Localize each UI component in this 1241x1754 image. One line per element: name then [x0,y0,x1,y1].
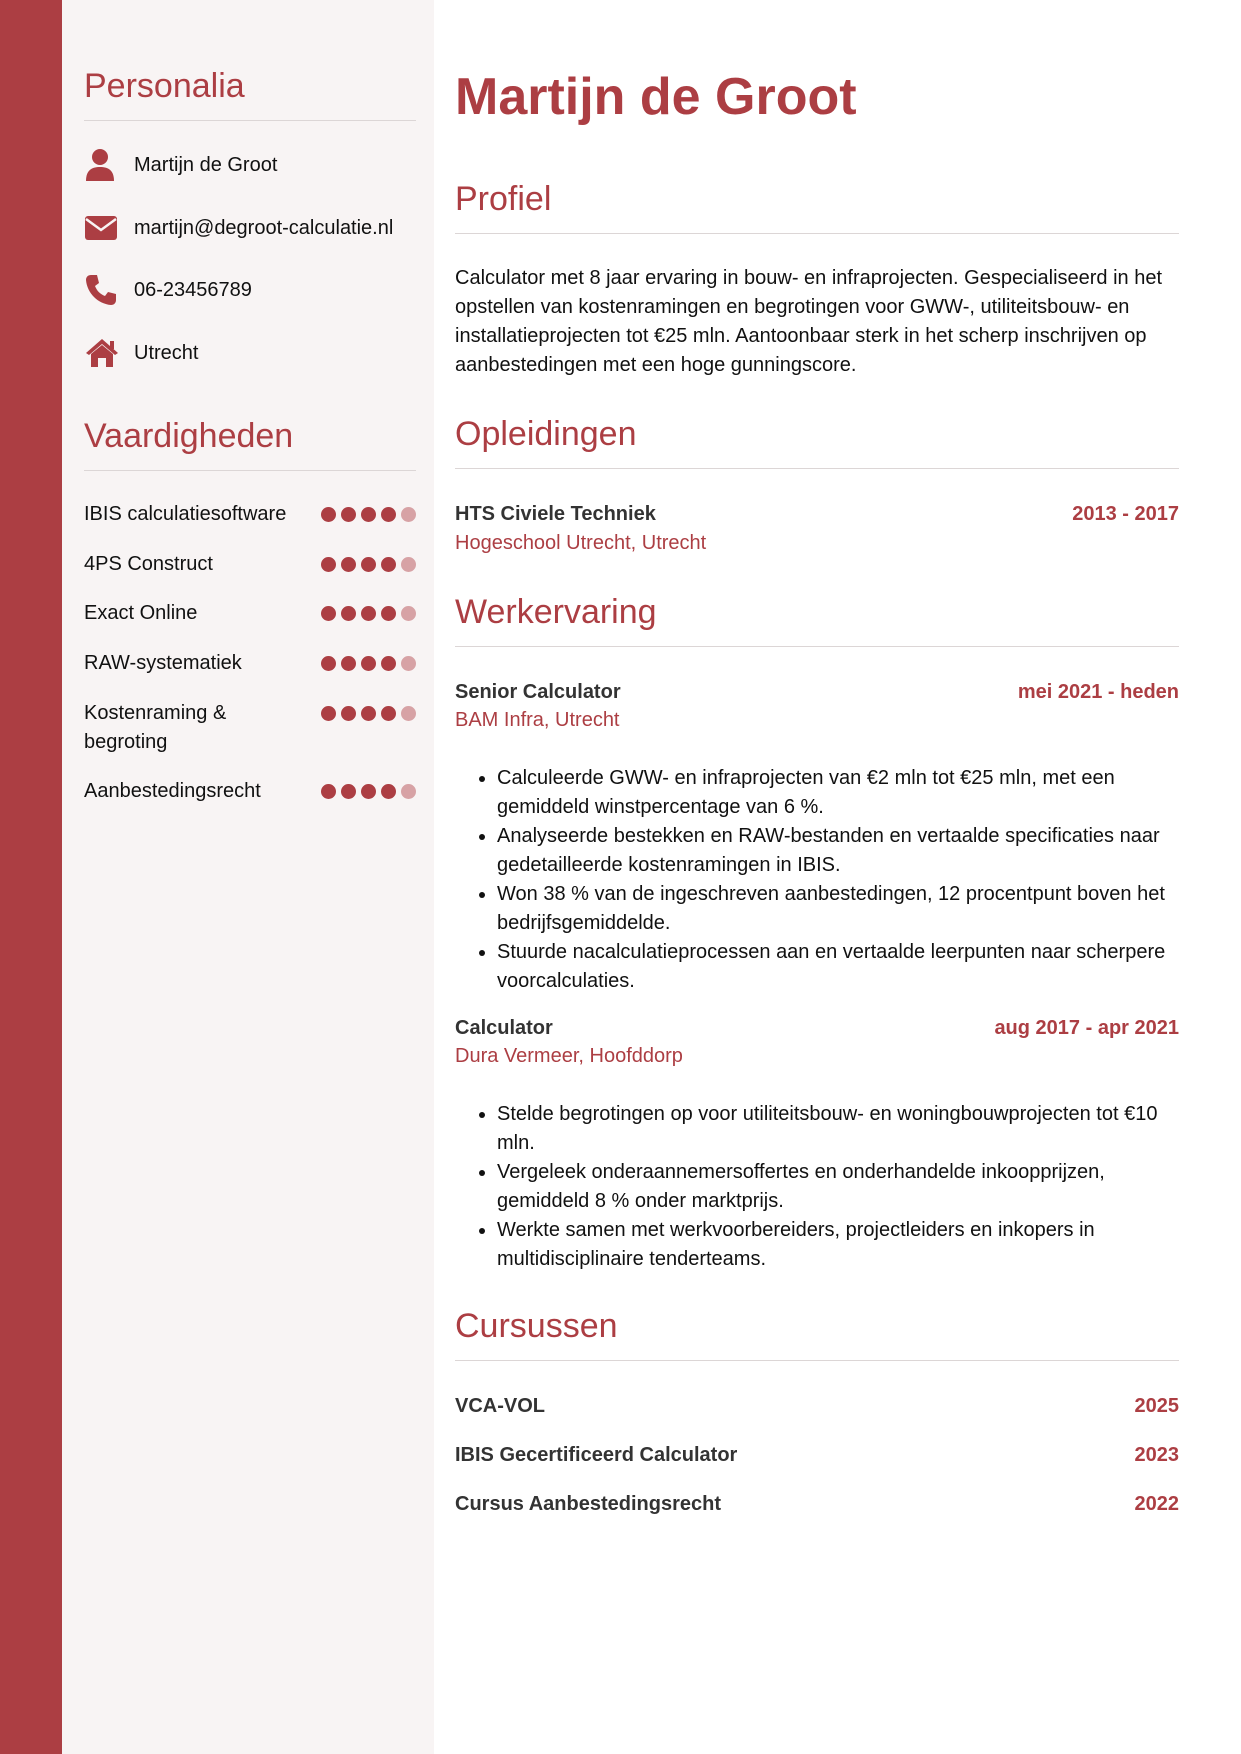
rating-dot-filled [321,557,336,572]
course-name: Cursus Aanbestedingsrecht [455,1493,721,1515]
courses-divider [455,1360,1179,1361]
rating-dot-filled [381,557,396,572]
education-school: Hogeschool Utrecht, Utrecht [455,532,707,554]
skill-rating [321,557,416,572]
rating-dot-filled [341,507,356,522]
skill-name: IBIS calculatiesoftware [84,503,287,525]
rating-dot-filled [361,507,376,522]
skill-name: 4PS Construct [84,553,213,575]
rating-dot-empty [401,656,416,671]
work-company: BAM Infra, Utrecht [455,709,620,731]
contact-name [84,148,424,182]
profile-text: Calculator met 8 jaar ervaring in bouw- en infraprojecten. Gespecialiseerd in het opstellen van kostenramingen en begrotingen voor GWW-, utiliteitsbouw- en installatieprojecten tot €25 mln. Aantoonbaar sterk in het scherp inschrijven op aanbestedingen met een hoge gunningscore. [455,267,1163,376]
rating-dot-filled [381,706,396,721]
list-item: • Stuurde nacalculatieprocessen aan en vertaalde leerpunten naar scherpere voorcalculaties. [497,938,1197,996]
course-item [455,1441,1179,1469]
rating-dot-filled [321,606,336,621]
skill-name: RAW-systematiek [84,652,242,674]
rating-dot-filled [321,507,336,522]
skill-rating [321,706,416,721]
work-item-header [455,678,1179,706]
work-bullets [455,764,1197,996]
list-item: • Calculeerde GWW- en infraprojecten van €2 mln tot €25 mln, met een gemiddeld winstpercentage van 6 %. [497,764,1197,822]
work-role: Calculator [455,1017,553,1039]
skill-name: Exact Online [84,602,198,624]
course-name: IBIS Gecertificeerd Calculator [455,1444,738,1466]
work-company: Dura Vermeer, Hoofddorp [455,1045,683,1067]
rating-dot-filled [341,784,356,799]
rating-dot-filled [341,557,356,572]
rating-dot-empty [401,706,416,721]
skill-name: Kostenraming & begroting [84,702,227,753]
rating-dot-filled [361,557,376,572]
personalia-title: Personalia [84,67,245,105]
course-item [455,1392,1179,1420]
work-divider [455,646,1179,647]
list-item: • Werkte samen met werkvoorbereiders, projectleiders en inkopers in multidisciplinaire tenderteams. [497,1216,1197,1274]
course-year: 2025 [1134,1395,1179,1417]
rating-dot-empty [401,606,416,621]
contact-phone-text[interactable]: 06-23456789 [134,278,252,301]
education-degree: HTS Civiele Techniek [455,503,656,525]
skill-name: Aanbestedingsrecht [84,780,261,802]
rating-dot-empty [401,557,416,572]
rating-dot-filled [321,706,336,721]
skills-title: Vaardigheden [84,417,294,455]
contact-city-text: Utrecht [134,341,199,364]
rating-dot-filled [361,706,376,721]
course-name: VCA-VOL [455,1395,545,1417]
personalia-divider [84,120,416,121]
user-icon [84,148,122,182]
phone-icon [84,273,122,307]
rating-dot-filled [341,606,356,621]
course-year: 2023 [1134,1444,1179,1466]
rating-dot-empty [401,507,416,522]
education-period: 2013 - 2017 [1072,503,1179,525]
education-divider [455,468,1179,469]
rating-dot-filled [381,606,396,621]
work-role: Senior Calculator [455,681,621,703]
profile-title: Profiel [455,180,552,218]
contact-email [84,211,424,245]
rating-dot-filled [341,706,356,721]
candidate-name: Martijn de Groot [455,68,857,126]
rating-dot-filled [361,656,376,671]
work-period: mei 2021 - heden [1017,681,1179,703]
contact-city [84,336,424,370]
rating-dot-filled [321,784,336,799]
work-item-header [455,1014,1179,1042]
course-item [455,1490,1179,1518]
course-year: 2022 [1134,1493,1179,1515]
rating-dot-empty [401,784,416,799]
skill-rating [321,507,416,522]
courses-title: Cursussen [455,1307,618,1345]
skills-divider [84,470,416,471]
home-icon [84,336,122,370]
skill-rating [321,606,416,621]
rating-dot-filled [381,507,396,522]
education-item [455,500,1179,528]
work-title: Werkervaring [455,593,657,631]
envelope-icon [84,211,122,245]
education-title: Opleidingen [455,415,637,453]
work-bullets [455,1100,1197,1274]
skill-rating [321,784,416,799]
contact-name-text: Martijn de Groot [134,153,278,176]
work-period: aug 2017 - apr 2021 [994,1017,1179,1039]
rating-dot-filled [361,784,376,799]
profile-divider [455,233,1179,234]
rating-dot-filled [341,656,356,671]
list-item: • Analyseerde bestekken en RAW-bestanden en vertaalde specificaties naar gedetailleerde kostenramingen in IBIS. [497,822,1197,880]
accent-stripe [0,0,62,1754]
list-item: • Stelde begrotingen op voor utiliteitsbouw- en woningbouwprojecten tot €10 mln. [497,1100,1197,1158]
contact-phone [84,273,424,307]
list-item: • Won 38 % van de ingeschreven aanbestedingen, 12 procentpunt boven het bedrijfsgemiddelde. [497,880,1197,938]
rating-dot-filled [321,656,336,671]
skill-rating [321,656,416,671]
rating-dot-filled [381,656,396,671]
rating-dot-filled [381,784,396,799]
sidebar [62,0,434,1754]
rating-dot-filled [361,606,376,621]
contact-email-text[interactable]: martijn@degroot-calculatie.nl [134,216,394,239]
list-item: • Vergeleek onderaannemersoffertes en onderhandelde inkoopprijzen, gemiddeld 8 % onder marktprijs. [497,1158,1197,1216]
